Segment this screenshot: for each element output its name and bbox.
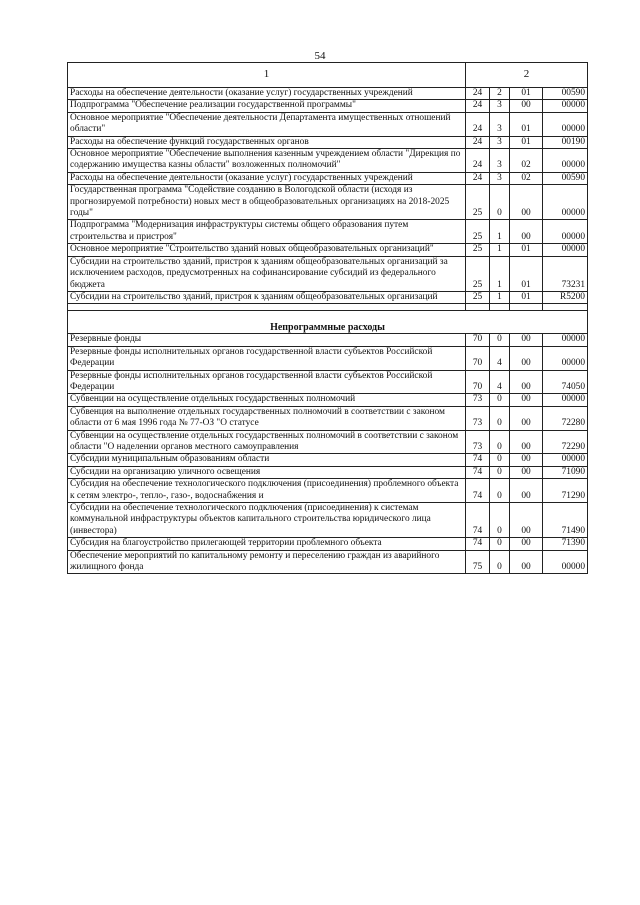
row-name-cell: Подпрограмма "Обеспечение реализации государственной программы" bbox=[68, 100, 466, 112]
table-row bbox=[68, 406, 588, 430]
rows-bottom bbox=[68, 334, 588, 574]
row-name-cell: Основное мероприятие "Обеспечение выполнения казенным учреждением области "Дирекция по содержанию имущества казны области" возложенных полномочий" bbox=[68, 149, 466, 173]
code-a-cell: 25 bbox=[466, 185, 490, 220]
code-b-cell: 0 bbox=[490, 479, 510, 503]
code-d-cell: 00000 bbox=[543, 244, 588, 256]
row-name-cell: Расходы на обеспечение функций государственных органов bbox=[68, 136, 466, 148]
code-c-cell: 00 bbox=[510, 538, 543, 550]
code-d-cell: 00590 bbox=[543, 172, 588, 184]
code-b-cell: 4 bbox=[490, 370, 510, 394]
code-a-cell: 75 bbox=[466, 550, 490, 574]
code-c-cell: 01 bbox=[510, 256, 543, 291]
code-d-cell: 00000 bbox=[543, 334, 588, 346]
code-b-cell: 0 bbox=[490, 406, 510, 430]
table-row bbox=[68, 394, 588, 406]
row-name-cell: Субсидии муниципальным образованиям области bbox=[68, 454, 466, 466]
code-c-cell: 01 bbox=[510, 112, 543, 136]
header-row bbox=[68, 63, 588, 88]
table-row bbox=[68, 88, 588, 100]
code-b-cell: 3 bbox=[490, 172, 510, 184]
table-row bbox=[68, 466, 588, 478]
table-row bbox=[68, 136, 588, 148]
code-d-cell: 71290 bbox=[543, 479, 588, 503]
code-a-cell: 70 bbox=[466, 370, 490, 394]
code-d-cell: 00000 bbox=[543, 149, 588, 173]
code-d-cell: 00190 bbox=[543, 136, 588, 148]
code-c-cell: 00 bbox=[510, 185, 543, 220]
table-row bbox=[68, 370, 588, 394]
row-name-cell: Субвенции на осуществление отдельных государственных полномочий в соответствии с законом области "О наделении органов местного самоуправления bbox=[68, 430, 466, 454]
code-d-cell: 00000 bbox=[543, 346, 588, 370]
code-a-cell: 73 bbox=[466, 394, 490, 406]
code-a-cell: 24 bbox=[466, 172, 490, 184]
code-a-cell: 74 bbox=[466, 466, 490, 478]
table-row bbox=[68, 503, 588, 538]
code-d-cell: 74050 bbox=[543, 370, 588, 394]
code-a-cell: 25 bbox=[466, 256, 490, 291]
code-b-cell: 0 bbox=[490, 430, 510, 454]
row-name-cell: Государственная программа "Содействие созданию в Вологодской области (исходя из прогнозируемой потребности) новых мест в общеобразовательных организациях на 2018-2025 годы" bbox=[68, 185, 466, 220]
code-c-cell: 02 bbox=[510, 149, 543, 173]
table-row bbox=[68, 220, 588, 244]
row-name-cell: Основное мероприятие "Обеспечение деятельности Департамента имущественных отношений области" bbox=[68, 112, 466, 136]
code-b-cell: 1 bbox=[490, 220, 510, 244]
code-a-cell: 73 bbox=[466, 406, 490, 430]
row-name-cell: Обеспечение мероприятий по капитальному ремонту и переселению граждан из аварийного жилищного фонда bbox=[68, 550, 466, 574]
rows-top bbox=[68, 88, 588, 304]
code-b-cell: 2 bbox=[490, 88, 510, 100]
code-a-cell: 74 bbox=[466, 538, 490, 550]
code-d-cell: 72280 bbox=[543, 406, 588, 430]
code-b-cell: 3 bbox=[490, 100, 510, 112]
code-b-cell: 3 bbox=[490, 136, 510, 148]
table-row bbox=[68, 149, 588, 173]
header-col2: 2 bbox=[466, 63, 588, 88]
code-d-cell: 71090 bbox=[543, 466, 588, 478]
code-a-cell: 24 bbox=[466, 149, 490, 173]
code-a-cell: 70 bbox=[466, 334, 490, 346]
row-name-cell: Основное мероприятие "Строительство зданий новых общеобразовательных организаций" bbox=[68, 244, 466, 256]
code-b-cell: 3 bbox=[490, 112, 510, 136]
code-d-cell: 71390 bbox=[543, 538, 588, 550]
code-a-cell: 74 bbox=[466, 454, 490, 466]
code-a-cell: 74 bbox=[466, 503, 490, 538]
page-number: 54 bbox=[314, 50, 326, 62]
table-row bbox=[68, 430, 588, 454]
code-a-cell: 73 bbox=[466, 430, 490, 454]
table-row bbox=[68, 172, 588, 184]
code-d-cell: 73231 bbox=[543, 256, 588, 291]
code-b-cell: 4 bbox=[490, 346, 510, 370]
code-b-cell: 0 bbox=[490, 185, 510, 220]
code-c-cell: 01 bbox=[510, 88, 543, 100]
code-c-cell: 00 bbox=[510, 466, 543, 478]
code-d-cell: 00000 bbox=[543, 454, 588, 466]
row-name-cell: Расходы на обеспечение деятельности (оказание услуг) государственных учреждений bbox=[68, 88, 466, 100]
row-name-cell: Субсидия на обеспечение технологического подключения (присоединения) проблемного объекта к сетям электро-, тепло-, газо-, водоснабжения и bbox=[68, 479, 466, 503]
code-c-cell: 00 bbox=[510, 394, 543, 406]
table-row bbox=[68, 112, 588, 136]
table-row bbox=[68, 334, 588, 346]
code-c-cell: 02 bbox=[510, 172, 543, 184]
code-a-cell: 24 bbox=[466, 112, 490, 136]
table-row bbox=[68, 538, 588, 550]
code-b-cell: 0 bbox=[490, 550, 510, 574]
row-name-cell: Резервные фонды исполнительных органов государственной власти субъектов Российской Федерации bbox=[68, 370, 466, 394]
code-c-cell: 00 bbox=[510, 430, 543, 454]
row-name-cell: Субсидии на строительство зданий, пристроя к зданиям общеобразовательных организаций bbox=[68, 291, 466, 303]
table-row bbox=[68, 346, 588, 370]
code-d-cell: 00000 bbox=[543, 185, 588, 220]
code-c-cell: 00 bbox=[510, 370, 543, 394]
code-b-cell: 0 bbox=[490, 466, 510, 478]
code-b-cell: 3 bbox=[490, 149, 510, 173]
code-c-cell: 01 bbox=[510, 136, 543, 148]
table-row bbox=[68, 244, 588, 256]
code-a-cell: 24 bbox=[466, 88, 490, 100]
row-name-cell: Субсидии на обеспечение технологического подключения (присоединения) к системам коммунальной инфраструктуры объектов капитального строительства юридического лица (инвестора) bbox=[68, 503, 466, 538]
code-c-cell: 00 bbox=[510, 550, 543, 574]
budget-table bbox=[67, 62, 588, 574]
code-b-cell: 0 bbox=[490, 454, 510, 466]
code-c-cell: 00 bbox=[510, 220, 543, 244]
row-name-cell: Расходы на обеспечение деятельности (оказание услуг) государственных учреждений bbox=[68, 172, 466, 184]
code-a-cell: 24 bbox=[466, 136, 490, 148]
row-name-cell: Субвенции на осуществление отдельных государственных полномочий bbox=[68, 394, 466, 406]
code-d-cell: R5200 bbox=[543, 291, 588, 303]
code-d-cell: 00000 bbox=[543, 394, 588, 406]
code-c-cell: 00 bbox=[510, 479, 543, 503]
code-c-cell: 00 bbox=[510, 334, 543, 346]
code-c-cell: 00 bbox=[510, 406, 543, 430]
code-a-cell: 70 bbox=[466, 346, 490, 370]
code-d-cell: 00000 bbox=[543, 220, 588, 244]
code-a-cell: 25 bbox=[466, 220, 490, 244]
code-c-cell: 00 bbox=[510, 503, 543, 538]
section-block bbox=[68, 304, 588, 334]
table-row bbox=[68, 256, 588, 291]
code-b-cell: 1 bbox=[490, 244, 510, 256]
section-title: Непрограммные расходы bbox=[68, 311, 588, 334]
code-d-cell: 72290 bbox=[543, 430, 588, 454]
table-row bbox=[68, 185, 588, 220]
code-d-cell: 00000 bbox=[543, 100, 588, 112]
row-name-cell: Субсидия на благоустройство прилегающей территории проблемного объекта bbox=[68, 538, 466, 550]
row-name-cell: Резервные фонды bbox=[68, 334, 466, 346]
table-row bbox=[68, 291, 588, 303]
code-a-cell: 25 bbox=[466, 244, 490, 256]
code-b-cell: 0 bbox=[490, 538, 510, 550]
code-c-cell: 00 bbox=[510, 454, 543, 466]
code-d-cell: 71490 bbox=[543, 503, 588, 538]
code-c-cell: 01 bbox=[510, 291, 543, 303]
code-c-cell: 00 bbox=[510, 100, 543, 112]
code-c-cell: 00 bbox=[510, 346, 543, 370]
code-d-cell: 00590 bbox=[543, 88, 588, 100]
row-name-cell: Резервные фонды исполнительных органов государственной власти субъектов Российской Федерации bbox=[68, 346, 466, 370]
code-a-cell: 74 bbox=[466, 479, 490, 503]
section-row bbox=[68, 311, 588, 334]
code-b-cell: 1 bbox=[490, 256, 510, 291]
header-col1: 1 bbox=[68, 63, 466, 88]
table-row bbox=[68, 479, 588, 503]
code-b-cell: 0 bbox=[490, 334, 510, 346]
table-row bbox=[68, 454, 588, 466]
code-a-cell: 24 bbox=[466, 100, 490, 112]
code-d-cell: 00000 bbox=[543, 112, 588, 136]
code-d-cell: 00000 bbox=[543, 550, 588, 574]
row-name-cell: Подпрограмма "Модернизация инфраструктуры системы общего образования путем строительства и пристроя" bbox=[68, 220, 466, 244]
row-name-cell: Субсидии на организацию уличного освещения bbox=[68, 466, 466, 478]
code-b-cell: 0 bbox=[490, 394, 510, 406]
row-name-cell: Субсидии на строительство зданий, пристроя к зданиям общеобразовательных организаций за исключением расходов, предусмотренных на софинансирование субсидий из федерального бюджета bbox=[68, 256, 466, 291]
table-row bbox=[68, 550, 588, 574]
row-name-cell: Субвенция на выполнение отдельных государственных полномочий в соответствии с законом области от 6 мая 1996 года № 77-ОЗ "О статусе bbox=[68, 406, 466, 430]
table-row bbox=[68, 100, 588, 112]
code-b-cell: 0 bbox=[490, 503, 510, 538]
code-a-cell: 25 bbox=[466, 291, 490, 303]
code-c-cell: 01 bbox=[510, 244, 543, 256]
code-b-cell: 1 bbox=[490, 291, 510, 303]
